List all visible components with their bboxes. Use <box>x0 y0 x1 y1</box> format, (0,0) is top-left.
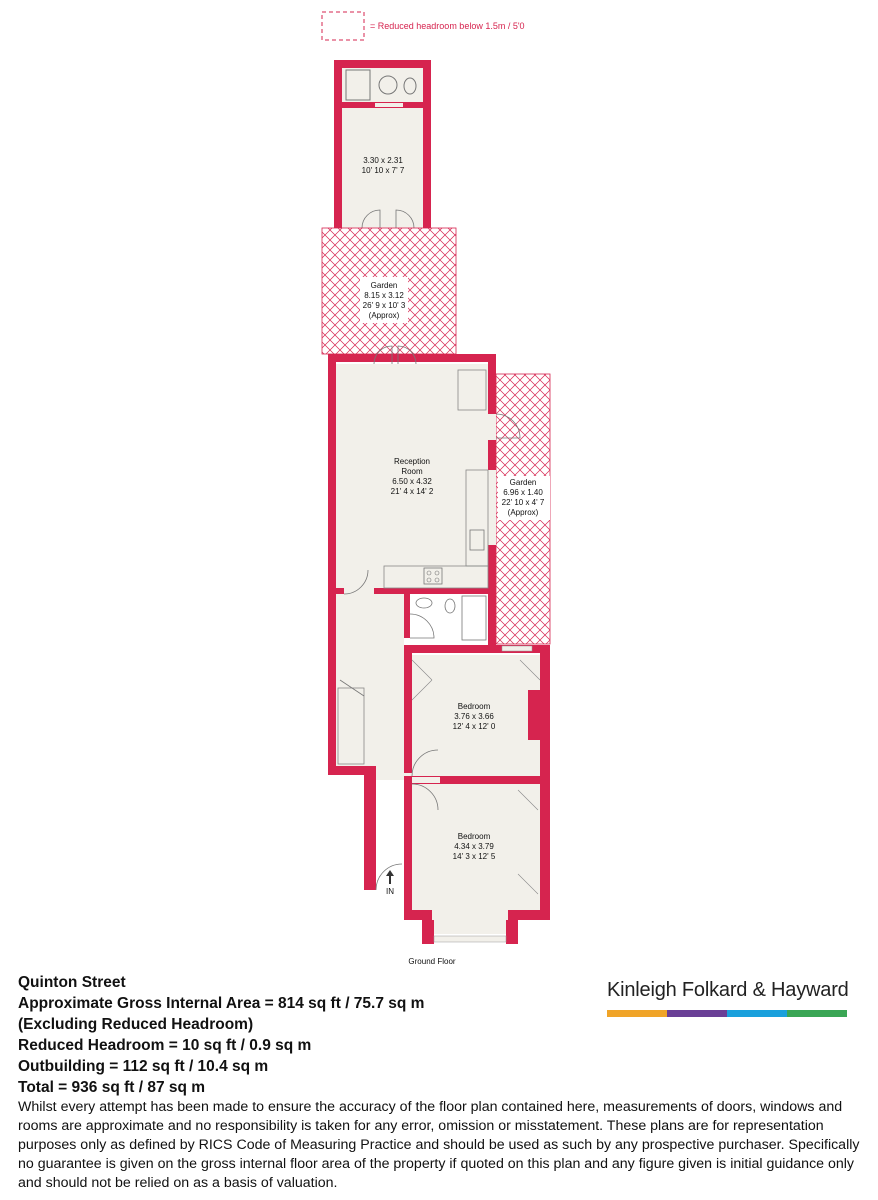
bedroom1-name: Bedroom <box>457 702 491 711</box>
garden-side-name: Garden <box>509 478 537 487</box>
bathroom-wc <box>445 599 455 613</box>
entrance-arrow-icon <box>386 870 394 884</box>
bedroom2-dim-m: 4.34 x 3.79 <box>454 842 494 851</box>
brand-bar-blue <box>727 1010 787 1017</box>
bathroom-basin <box>416 598 432 608</box>
total-area: Total = 936 sq ft / 87 sq m <box>18 1079 206 1096</box>
legend-swatch <box>322 12 364 40</box>
bedroom1-dim-ft: 12' 4 x 12' 0 <box>452 722 496 731</box>
floor-label: Ground Floor <box>408 957 456 965</box>
brand-bar-orange <box>607 1010 667 1017</box>
outbuilding <box>334 60 431 228</box>
disclaimer: Whilst every attempt has been made to ensure the accuracy of the floor plan contained here, measurements of doors, windows and rooms are approximate and no responsibility is taken for any error, omission or misstatement. These plans are for representation purposes only as defined by RICS Code of Measuring Practice and should be used as such by any prospective purchaser. Specifically no guarantee is given on the gross internal floor area of the property if quoted on this plan and any figure given is initial guidance only and should not be relied on as a basis of valuation. <box>18 1099 860 1191</box>
bedroom2-name: Bedroom <box>457 832 491 841</box>
garden-side-dim-m: 6.96 x 1.40 <box>503 488 543 497</box>
outbuilding-dim-ft: 10' 10 x 7' 7 <box>361 166 405 175</box>
legend <box>322 12 525 40</box>
excluding-note: (Excluding Reduced Headroom) <box>18 1016 254 1033</box>
brand-bar-purple <box>667 1010 727 1017</box>
garden-side <box>496 374 550 644</box>
outbuilding-area: Outbuilding = 112 sq ft / 10.4 sq m <box>18 1058 269 1075</box>
reception-name-1: Reception <box>393 457 431 466</box>
legend-text: = Reduced headroom below 1.5m / 5'0 <box>370 21 525 31</box>
reduced-headroom: Reduced Headroom = 10 sq ft / 0.9 sq m <box>18 1037 312 1054</box>
entrance-label: IN <box>386 887 394 896</box>
brand-logo <box>607 979 857 1017</box>
reception-dim-ft: 21' 4 x 14' 2 <box>390 487 434 496</box>
bath <box>462 596 486 640</box>
garden-top-dim-m: 8.15 x 3.12 <box>364 291 404 300</box>
garden-top-note: (Approx) <box>368 311 400 320</box>
garden-side-dim-ft: 22' 10 x 4' 7 <box>501 498 545 507</box>
address: Quinton Street <box>18 974 126 991</box>
gross-area: Approximate Gross Internal Area = 814 sq ft / 75.7 sq m <box>18 995 425 1012</box>
garden-top <box>322 228 456 354</box>
reception-dim-m: 6.50 x 4.32 <box>392 477 432 486</box>
bedroom2-dim-ft: 14' 3 x 12' 5 <box>452 852 496 861</box>
bedroom1-dim-m: 3.76 x 3.66 <box>454 712 494 721</box>
garden-top-name: Garden <box>370 281 398 290</box>
brand-name: Kinleigh Folkard & Hayward <box>607 979 849 1001</box>
bay-window <box>434 936 506 942</box>
reception-name-2: Room <box>401 467 423 476</box>
outbuilding-dim-m: 3.30 x 2.31 <box>363 156 403 165</box>
garden-top-dim-ft: 26' 9 x 10' 3 <box>362 301 406 310</box>
garden-side-note: (Approx) <box>507 508 539 517</box>
brand-color-bar <box>607 1010 847 1017</box>
brand-bar-green <box>787 1010 847 1017</box>
